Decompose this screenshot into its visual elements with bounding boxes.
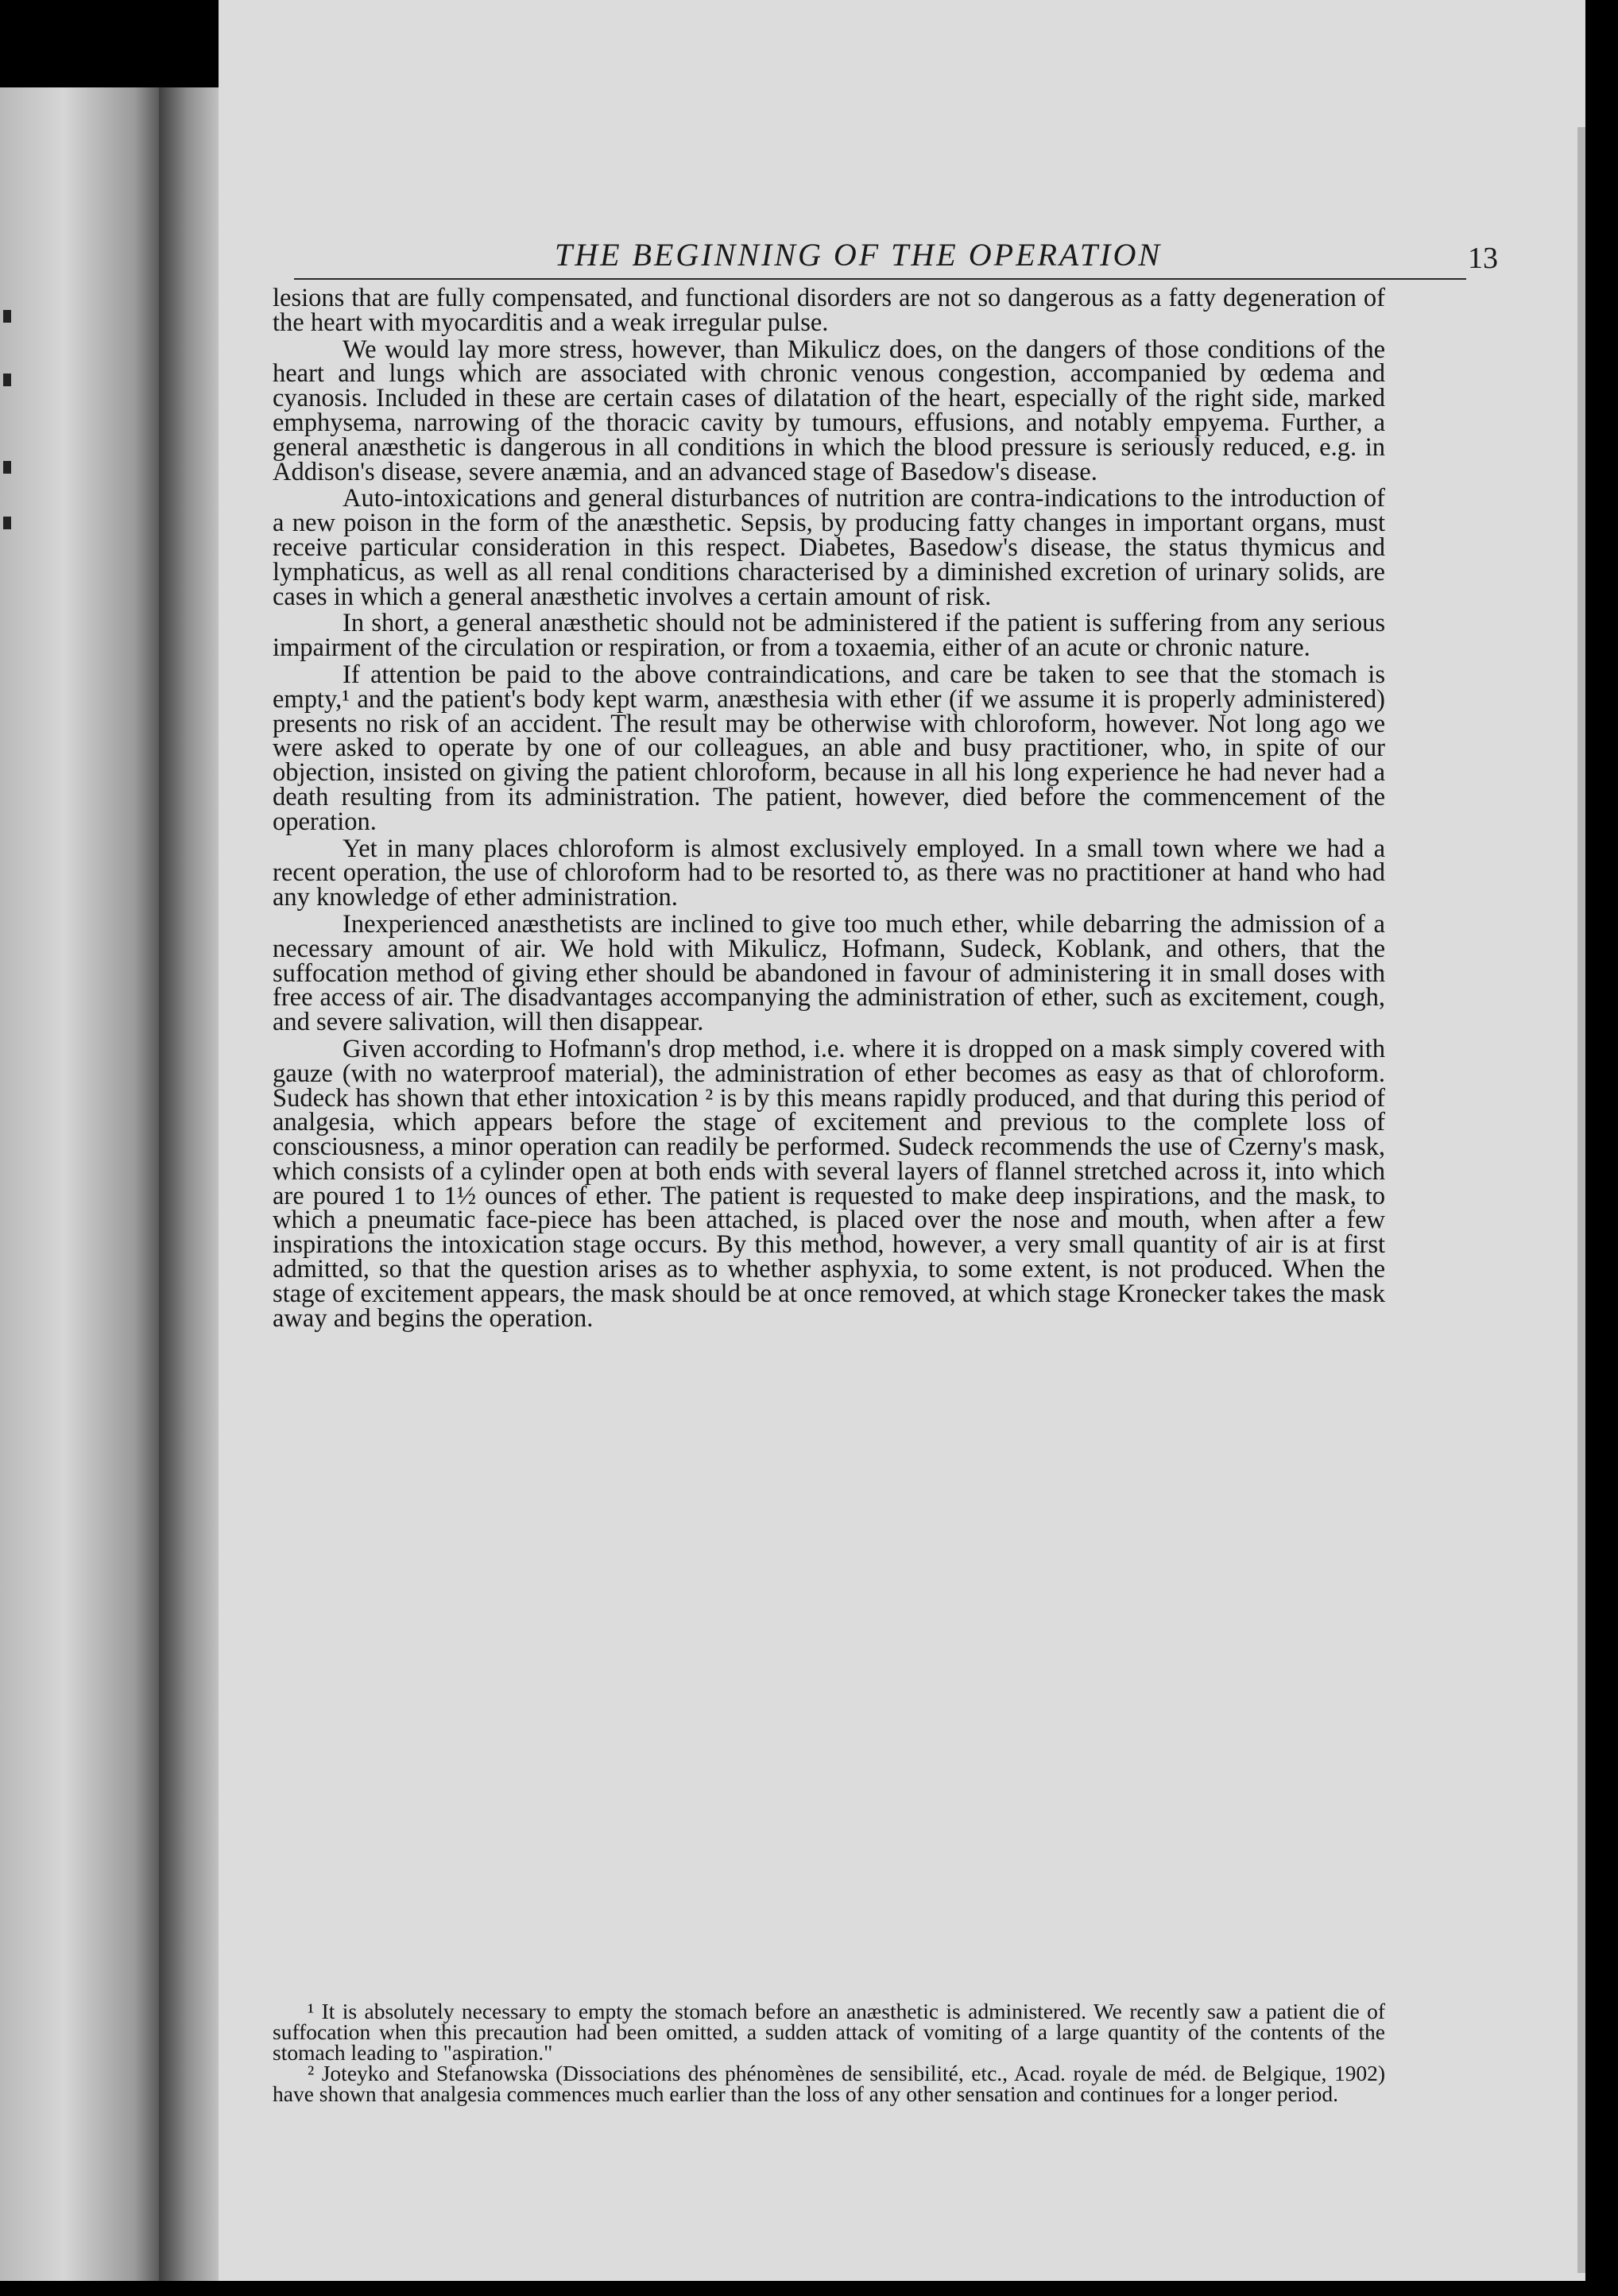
book-page — [219, 0, 1585, 2281]
footnotes — [273, 2001, 1385, 2104]
paragraph: lesions that are fully compensated, and functional disorders are not so dangerous as a fatty degeneration of the heart with myocarditis and a weak irregular pulse. — [273, 284, 1385, 337]
page-edge — [1577, 127, 1585, 2273]
facing-page-mark — [3, 310, 11, 323]
footnote: ¹ It is absolutely necessary to empty the stomach before an anæsthetic is administered. We recently saw a patient die of suffocation when this precaution had been omitted, a sudden attack of vomiting of a large quantity of the contents of the stomach leading to "aspiration." — [273, 1999, 1385, 2065]
facing-page-mark — [3, 517, 11, 529]
paragraph: Yet in many places chloroform is almost exclusively employed. In a small town where we had a recent operation, the use of chloroform had to be resorted to, as there was no practitioner at hand who had any knowledge of ether administration. — [273, 834, 1385, 912]
body-text — [273, 286, 1385, 1333]
paragraph: If attention be paid to the above contraindications, and care be taken to see that the stomach is empty,¹ and the patient's body kept warm, anæsthesia with ether (if we assume it is properly administered) presents no risk of an accident. The result may be otherwise with chloroform, however. Not long ago we were asked to operate by one of our colleagues, an able and busy practitioner, who, in spite of our objection, insisted on giving the patient chloroform, because in all his long experience he had never had a death resulting from its administration. The patient, however, died before the commencement of the operation. — [273, 660, 1385, 836]
footnote: ² Joteyko and Stefanowska (Dissociations des phénomènes de sensibilité, etc., Acad. royale de méd. de Belgique, 1902) have shown that analgesia commences much earlier than the loss of any other sensation and continues for a longer period. — [273, 2061, 1385, 2106]
page-number: 13 — [1468, 242, 1498, 275]
book-gutter — [159, 87, 223, 2281]
running-title: THE BEGINNING OF THE OPERATION — [554, 237, 1163, 273]
facing-page-mark — [3, 461, 11, 474]
facing-page-mark — [3, 374, 11, 386]
page-header — [282, 227, 1498, 282]
paragraph: Inexperienced anæsthetists are inclined to give too much ether, while debarring the admission of a necessary amount of air. We hold with Mikulicz, Hofmann, Sudeck, Koblank, and others, that the suffocation method of giving ether should be abandoned in favour of administering it in small doses with free access of air. The disadvantages accompanying the administration of ether, such as excitement, cough, and severe salivation, will then disappear. — [273, 909, 1385, 1037]
paragraph: Auto-intoxications and general disturbances of nutrition are contra-indications to the introduction of a new poison in the form of the anæsthetic. Sepsis, by producing fatty changes in important organs, must receive particular consideration in this respect. Diabetes, Basedow's disease, the status thymicus and lymphaticus, as well as all renal conditions characterised by a diminished excretion of urinary solids, are cases in which a general anæsthetic involves a certain amount of risk. — [273, 484, 1385, 611]
header-rule — [294, 278, 1466, 280]
facing-page-edge — [0, 87, 159, 2281]
paragraph: Given according to Hofmann's drop method, i.e. where it is dropped on a mask simply covered with gauze (with no waterproof material), the administration of ether becomes as easy as that of chloroform. Sudeck has shown that ether intoxication ² is by this means rapidly produced, and that during this period of analgesia, which appears before the stage of excitement and previous to the complete loss of consciousness, a minor operation can readily be performed. Sudeck recommends the use of Czerny's mask, which consists of a cylinder open at both ends with several layers of flannel stretched across it, into which are poured 1 to 1½ ounces of ether. The patient is requested to make deep inspirations, and the mask, to which a pneumatic face-piece has been attached, is placed over the nose and mouth, when after a few inspirations the intoxication stage occurs. By this method, however, a very small quantity of air is at first admitted, so that the question arises as to whether asphyxia, to some extent, is not produced. When the stage of excitement appears, the mask should be at once removed, at which stage Kronecker takes the mask away and begins the operation. — [273, 1034, 1385, 1333]
paragraph: We would lay more stress, however, than Mikulicz does, on the dangers of those conditions of the heart and lungs which are associated with chronic venous congestion, accompanied by œdema and cyanosis. Included in these are certain cases of dilatation of the heart, especially of the right side, marked emphysema, narrowing of the thoracic cavity by tumours, effusions, and notably empyema. Further, a general anæsthetic is dangerous in all conditions in which the blood pressure is seriously reduced, e.g. in Addison's disease, severe anæmia, and an advanced stage of Basedow's disease. — [273, 335, 1385, 486]
paragraph: In short, a general anæsthetic should not be administered if the patient is suffering from any serious impairment of the circulation or respiration, or from a toxaemia, either of an acute or chronic nature. — [273, 609, 1385, 663]
